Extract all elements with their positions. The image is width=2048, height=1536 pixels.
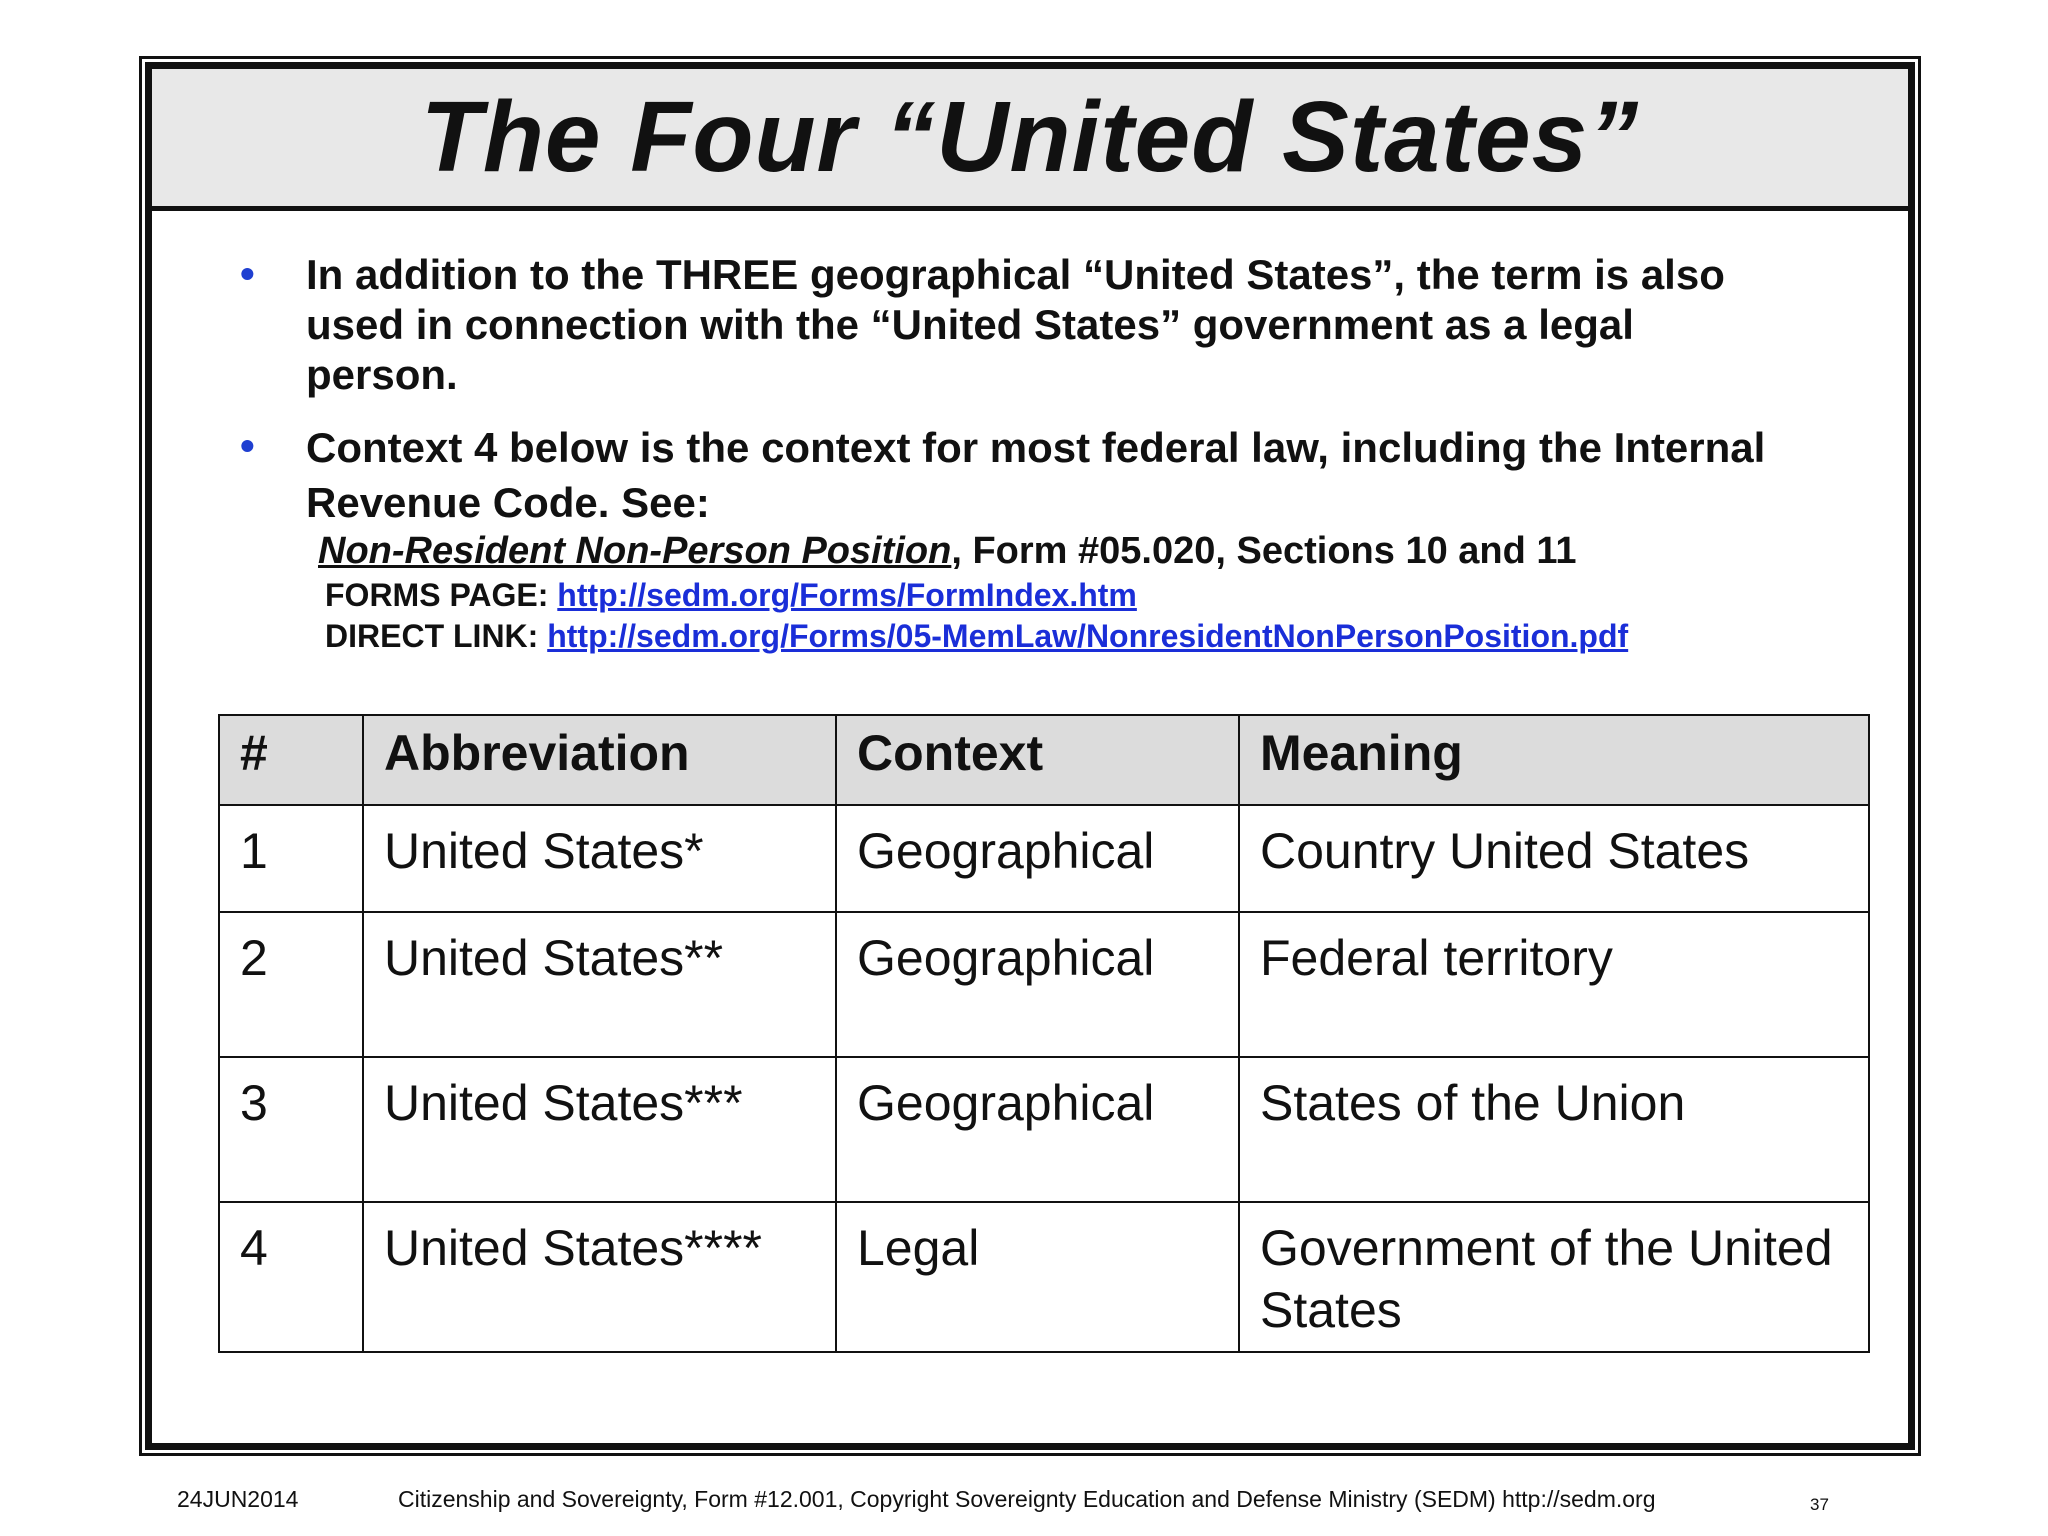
cell-number: 2 (219, 912, 363, 1057)
reference-title: Non-Resident Non-Person Position (318, 530, 952, 572)
cell-number: 3 (219, 1057, 363, 1202)
cell-number: 4 (219, 1202, 363, 1352)
direct-link-line (325, 616, 1628, 656)
table-row (219, 912, 1869, 1057)
direct-link-url[interactable]: http://sedm.org/Forms/05-MemLaw/NonresidentNonPersonPosition.pdf (547, 618, 1629, 654)
header-meaning: Meaning (1239, 715, 1869, 805)
bullet-marker-2: • (240, 422, 255, 469)
forms-page-link[interactable]: http://sedm.org/Forms/FormIndex.htm (557, 577, 1137, 613)
header-context: Context (836, 715, 1239, 805)
table-row (219, 1202, 1869, 1352)
forms-page-label: FORMS PAGE: (325, 577, 549, 613)
cell-abbreviation: United States* (363, 805, 836, 912)
cell-context: Legal (836, 1202, 1239, 1352)
cell-abbreviation: United States** (363, 912, 836, 1057)
slide-title: The Four “United States” (420, 81, 1640, 193)
direct-link-label: DIRECT LINK: (325, 618, 539, 654)
header-abbreviation: Abbreviation (363, 715, 836, 805)
table-row (219, 1057, 1869, 1202)
table-header-row (219, 715, 1869, 805)
cell-context: Geographical (836, 912, 1239, 1057)
cell-abbreviation: United States**** (363, 1202, 836, 1352)
page-number: 37 (1810, 1495, 1829, 1514)
reference-line (318, 527, 1577, 575)
cell-meaning: Federal territory (1239, 912, 1869, 1057)
reference-detail: , Form #05.020, Sections 10 and 11 (951, 530, 1577, 572)
title-band (152, 69, 1908, 211)
bullet-text-1: In addition to the THREE geographical “United States”, the term is also used in connection with the “United States” government as a legal person. (306, 251, 1725, 398)
cell-context: Geographical (836, 1057, 1239, 1202)
cell-number: 1 (219, 805, 363, 912)
footer-citation: Citizenship and Sovereignty, Form #12.001, Copyright Sovereignty Education and Defense Ministry (SEDM) http://sedm.org (398, 1486, 1656, 1512)
united-states-table (218, 714, 1870, 1353)
cell-meaning: States of the Union (1239, 1057, 1869, 1202)
cell-meaning: Government of the United States (1239, 1202, 1869, 1352)
forms-page-line (325, 575, 1137, 615)
table-row (219, 805, 1869, 912)
bullet-marker-1: • (240, 250, 255, 297)
bullet-text-2: Context 4 below is the context for most federal law, including the Internal Revenue Code. See: (306, 424, 1766, 526)
cell-abbreviation: United States*** (363, 1057, 836, 1202)
footer-date: 24JUN2014 (177, 1486, 299, 1512)
cell-meaning: Country United States (1239, 805, 1869, 912)
cell-context: Geographical (836, 805, 1239, 912)
header-number: # (219, 715, 363, 805)
